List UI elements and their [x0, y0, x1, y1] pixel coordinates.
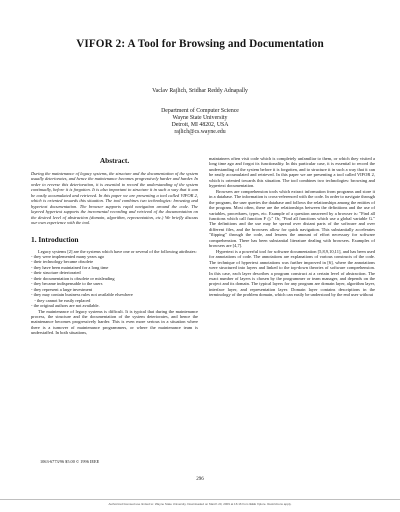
- affiliation-dept: Department of Computer Science: [161, 108, 239, 114]
- paper-title: VIFOR 2: A Tool for Browsing and Documentation: [76, 38, 324, 50]
- copyright-notice: 1063-6773/96 $5.00 © 1996 IEEE: [40, 459, 100, 464]
- list-item: - they were implemented many years ago: [31, 253, 105, 259]
- hypertext-paragraph: Hypertext is a powerful tool for software documentation [5,8,9,10,11], and has been used for annotations of code. The annotations are explanations of various constructs of the code. The technique of hypertext annotations was further improved in [6], where the annotations were structured into layers and linked to the top-down theories of software comprehension. In this case, each layer describes a program construct at a certain level of abstraction. The exact number of layers is chosen by the programmer or team manager, and depends on the project and its domain. The typical layers for any program are domain layer, algorithm layer, interface layer, and representation layer. Domain layer contains descriptions in the terminology of the problem domain, which can easily be understood by the end user without: [209, 248, 375, 298]
- abstract-text: During the maintenance of legacy systems, the structure and the documentation of the system usually deteriorates, and hence the maintenance becomes progressively harder and harder. In order to reverse this deterioration, it is essential to record the understanding of the system continually, before it is forgotten. It is also important to structure it in such a way that it can be easily accumulated and retrieved. In this paper we are presenting a tool called VIFOR 2, which is oriented towards this situation. The tool combines two technologies: browsing and hypertext documentation. The browser supports rapid navigation around the code. The layered hypertext supports the incremental recording and retrieval of the documentation on the desired level of abstraction (domain, algorithm, representation, etc.) We briefly discuss our own experience with the tool.: [31, 171, 198, 226]
- footer-divider: [0, 499, 400, 500]
- license-notice: Authorized licensed use limited to: Wayne State University. Downloaded on March 20, 2009 at 16:16 from IEEE Xplore. Restrictions apply.: [108, 502, 292, 506]
- affiliation: [0, 108, 400, 136]
- affiliation-email: rajlich@cs.wayne.edu: [174, 129, 226, 135]
- intro-paragraph-1: Legacy systems [2] are the systems which have one or several of the following attributes:: [38, 248, 197, 254]
- intro-paragraph-2: The maintenance of legacy systems is difficult. It is typical that during the maintenance process, the structure and the documentation of the system deteriorates, and hence the maintenance becomes progressively harder. This is even more serious in a situation where there is a turnover of maintenance programmers, or where the maintenance team is understaffed. In both situations,: [31, 308, 198, 336]
- list-item: - they have been maintained for a long time: [31, 264, 109, 270]
- authors: Vaclav Rajlich, Sridhar Reddy Adnapally: [152, 88, 248, 94]
- right-column: [209, 156, 375, 298]
- list-item: - they represent a large investment: [31, 286, 93, 292]
- attribute-list: [31, 254, 198, 309]
- browsers-paragraph: Browsers are comprehension tools which extract information from programs and store it in a database. The information is cross-referenced with the code. In order to navigate through the program, the user queries the database and follows the relationships among the entities of the program. Most often, these are the relationships between the definitions and the use of variables, procedures, types, etc. Example of a question answered by a browser is: "Find all functions which call function F ()." Or, "Find all functions which use a global variable G." The definitions and the use may be spread over distant parts of the software and over different files, and the browsers allow for quick navigation. This substantially accelerates "flipping" through the code, and lessens the amount of effort necessary for software comprehension. There has been substantial literature dealing with browsers. Examples of browsers are [4,7].: [209, 188, 375, 249]
- list-item: - they became indispensable to the users: [31, 281, 103, 287]
- affiliation-city: Detroit, MI 48202, USA: [171, 122, 229, 128]
- list-item: - they cannot be easily replaced: [31, 297, 91, 303]
- left-column: [31, 156, 198, 336]
- list-item: - the original authors are not available.: [31, 303, 100, 309]
- list-item: - their structure deteriorated: [31, 270, 81, 276]
- page-number: 296: [196, 477, 204, 482]
- list-item: - their technology became obsolete: [31, 259, 94, 265]
- affiliation-univ: Wayne State University: [172, 115, 228, 121]
- list-item: - they may contain business rules not available elsewhere: [31, 292, 133, 298]
- abstract-heading: Abstract.: [99, 156, 130, 165]
- list-item: - their documentation is obsolete or misleading: [31, 275, 115, 281]
- section-heading-introduction: 1. Introduction: [31, 234, 79, 244]
- right-paragraph-1: maintainers often visit code which is completely unfamiliar to them, or which they visited a long time ago and forgot its functionality. In this particular case, it is essential to record the understanding of the system before it is forgotten, and to structure it in such a way that it can be easily accumulated and retrieved. In this paper we are presenting a tool called VIFOR 2, which is oriented towards this situation. The tool combines two technologies: browsing and hypertext documentation.: [209, 156, 375, 189]
